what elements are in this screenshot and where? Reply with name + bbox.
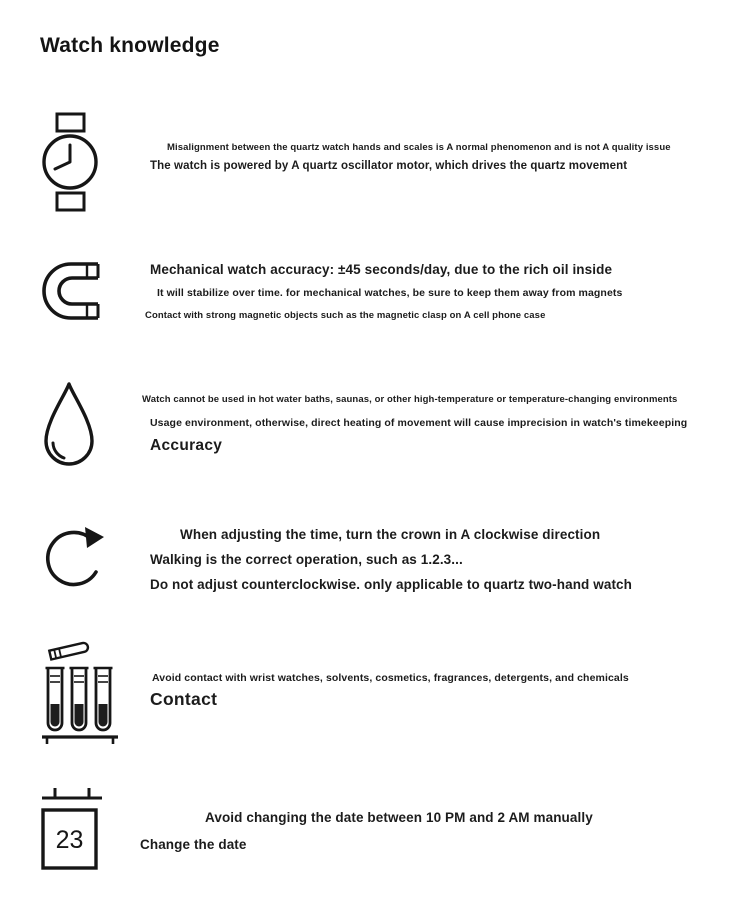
magnet-icon-graphic xyxy=(40,260,106,322)
section-chemical-contact-text xyxy=(140,638,750,710)
water-drop-icon xyxy=(40,380,140,474)
rotate-clockwise-icon xyxy=(40,517,140,597)
test-tubes-icon-graphic xyxy=(40,638,120,746)
calendar-icon xyxy=(40,786,140,876)
section-date-change xyxy=(40,786,750,876)
note-line: The watch is powered by A quartz oscillator motor, which drives the quartz movement xyxy=(150,160,628,172)
water-drop-icon-graphic xyxy=(40,380,98,474)
note-line: Usage environment, otherwise, direct heating of movement will cause imprecision in watch's timekeeping xyxy=(150,417,688,429)
note-line: It will stabilize over time. for mechanical watches, be sure to keep them away from magnets xyxy=(157,287,623,299)
test-tubes-icon xyxy=(40,638,140,746)
section-chemical-contact xyxy=(40,638,750,746)
page-title: Watch knowledge xyxy=(40,34,220,57)
section-magnetism xyxy=(40,260,750,322)
wristwatch-icon xyxy=(40,112,140,212)
section-quartz-text xyxy=(140,112,750,172)
section-date-change-text xyxy=(140,786,750,852)
section-time-adjustment-text xyxy=(140,517,750,592)
note-line: Contact with strong magnetic objects such as the magnetic clasp on A cell phone case xyxy=(145,310,546,321)
note-line: Avoid contact with wrist watches, solvents, cosmetics, fragrances, detergents, and chemicals xyxy=(152,672,629,684)
wristwatch-icon-graphic xyxy=(40,112,102,212)
note-line: Mechanical watch accuracy: ±45 seconds/day, due to the rich oil inside xyxy=(150,262,613,277)
note-line: Avoid changing the date between 10 PM and 2 AM manually xyxy=(205,810,593,825)
calendar-icon-graphic xyxy=(40,786,104,876)
calendar-day: 23 xyxy=(55,826,84,854)
note-line: When adjusting the time, turn the crown in A clockwise direction xyxy=(180,527,601,542)
magnet-icon xyxy=(40,260,140,322)
note-heading: Accuracy xyxy=(150,437,223,454)
rotate-clockwise-icon-graphic xyxy=(40,517,108,597)
note-line: Change the date xyxy=(140,837,247,852)
section-time-adjustment xyxy=(40,517,750,597)
note-line: Do not adjust counterclockwise. only applicable to quartz two-hand watch xyxy=(150,577,632,592)
section-quartz-movement xyxy=(40,112,750,212)
section-temperature-text xyxy=(140,380,750,455)
section-magnetism-text xyxy=(140,260,750,321)
note-heading: Contact xyxy=(150,689,218,709)
note-line: Walking is the correct operation, such as 1.2.3... xyxy=(150,552,463,567)
note-line: Misalignment between the quartz watch hands and scales is A normal phenomenon and is not A quality issue xyxy=(167,142,671,153)
section-temperature xyxy=(40,380,750,474)
note-line: Watch cannot be used in hot water baths, saunas, or other high-temperature or temperature-changing environments xyxy=(142,394,678,405)
